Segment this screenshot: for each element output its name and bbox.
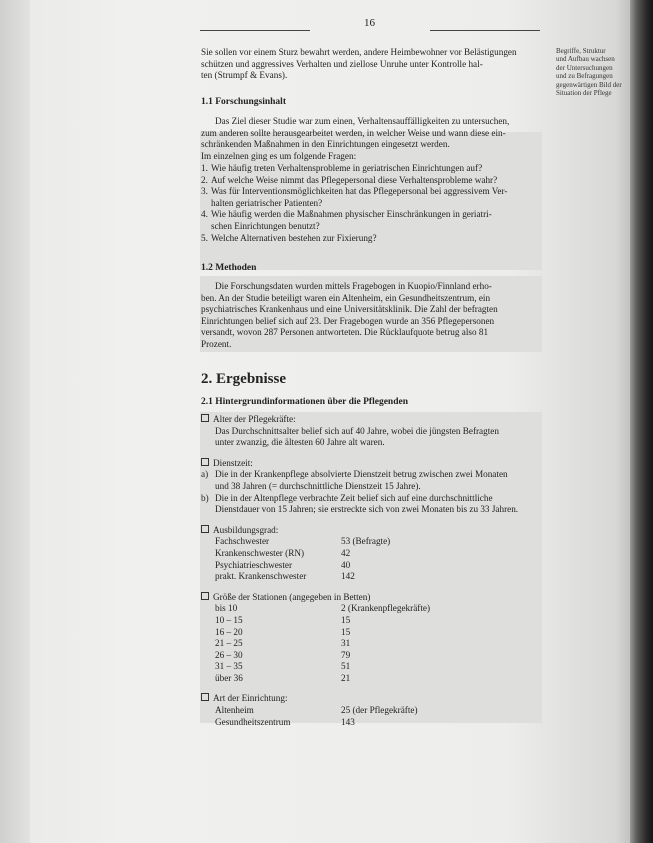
text-line: Im einzelnen ging es um folgende Fragen: bbox=[201, 150, 357, 161]
text-line: Einrichtungen belief sich auf 23. Der Fragebogen wurde an 356 Pflegepersonen bbox=[201, 315, 495, 326]
list-text: Auf welche Weise nimmt das Pflegepersonal diese Verhaltensprobleme wahr? bbox=[211, 174, 498, 185]
table-cell-label: bis 10 bbox=[215, 603, 238, 614]
table-row bbox=[215, 615, 541, 627]
heading-1-2: 1.2 Methoden bbox=[201, 263, 257, 273]
list-text-continued: und 38 Jahren (= durchschnittliche Dienstzeit 15 Jahre). bbox=[215, 480, 421, 491]
intro-paragraph bbox=[201, 47, 541, 82]
table-row bbox=[215, 560, 541, 572]
text-line: Das Ziel dieser Studie war zum einen, Verhaltensauffälligkeiten zu untersuchen, bbox=[215, 116, 510, 126]
list-text: Wie häufig werden die Maßnahmen physischer Einschränkungen in geriatri- bbox=[211, 209, 492, 220]
checkbox-bullet-icon bbox=[201, 592, 209, 600]
table-cell-label: Altenheim bbox=[215, 705, 254, 716]
table-cell-label: über 36 bbox=[215, 672, 243, 683]
text-line: unter zwanzig, die ältesten 60 Jahre alt waren. bbox=[215, 437, 385, 448]
margin-note-line: Situation der Pflege bbox=[556, 89, 612, 98]
list-number: 5. bbox=[201, 232, 208, 243]
table-row bbox=[215, 717, 541, 729]
list-number: 2. bbox=[201, 174, 208, 185]
header-rule-left bbox=[200, 30, 310, 31]
item-label: Dienstzeit: bbox=[213, 457, 253, 468]
text-line: Das Durchschnittsalter belief sich auf 40 Jahre, wobei die jüngsten Befragten bbox=[215, 425, 499, 436]
table-cell-label: 31 – 35 bbox=[215, 661, 243, 672]
list-text-continued: halten geriatrischer Patienten? bbox=[211, 197, 323, 208]
table-row bbox=[215, 603, 541, 615]
margin-note-line: gegenwärtigen Bild der bbox=[556, 80, 622, 89]
table-cell-value: 79 bbox=[341, 649, 351, 660]
table-cell-value: 42 bbox=[341, 547, 351, 558]
alter-item bbox=[201, 414, 541, 426]
margin-note-line: und Aufbau wachsen bbox=[556, 55, 615, 64]
table-row bbox=[215, 650, 541, 662]
art-item bbox=[201, 693, 541, 705]
heading-2-1: 2.1 Hintergrundinformationen über die Pflegenden bbox=[201, 397, 408, 407]
text-line: zum anderen sollte herausgearbeitet werden, in welcher Weise und wann diese ein- bbox=[201, 127, 506, 138]
table-cell-label: Krankenschwester (RN) bbox=[215, 547, 305, 558]
table-cell-value: 25 (der Pflegekräfte) bbox=[341, 705, 418, 716]
table-cell-value: 15 bbox=[341, 626, 351, 637]
ausbildung-table bbox=[201, 536, 541, 582]
table-row bbox=[215, 673, 541, 685]
list-item bbox=[201, 175, 541, 187]
margin-note bbox=[556, 47, 628, 97]
table-cell-label: 10 – 15 bbox=[215, 614, 243, 625]
list-item bbox=[201, 493, 541, 505]
header-rule-right bbox=[430, 30, 540, 31]
art-table bbox=[201, 705, 541, 728]
list-number: 4. bbox=[201, 209, 208, 220]
list-item bbox=[201, 233, 541, 245]
text-line: Prozent. bbox=[201, 338, 232, 349]
table-row bbox=[215, 705, 541, 717]
checkbox-bullet-icon bbox=[201, 458, 209, 466]
table-cell-value: 51 bbox=[341, 661, 351, 672]
table-row bbox=[215, 536, 541, 548]
list-item bbox=[201, 163, 541, 175]
table-cell-label: 26 – 30 bbox=[215, 649, 243, 660]
table-cell-value: 21 bbox=[341, 672, 351, 683]
book-edge-shadow bbox=[630, 0, 653, 843]
table-row bbox=[215, 548, 541, 560]
text-line: Die Forschungsdaten wurden mittels Fragebogen in Kuopio/Finnland erho- bbox=[215, 281, 492, 291]
groesse-table bbox=[201, 603, 541, 684]
table-cell-label: 16 – 20 bbox=[215, 626, 243, 637]
ergebnisse-content bbox=[201, 414, 541, 728]
table-cell-label: Fachschwester bbox=[215, 536, 270, 547]
list-number: 1. bbox=[201, 163, 208, 173]
ausbildung-item bbox=[201, 525, 541, 537]
list-text: Die in der Krankenpflege absolvierte Dienstzeit betrug zwischen zwei Monaten bbox=[215, 469, 508, 480]
list-item bbox=[201, 469, 541, 481]
table-cell-value: 40 bbox=[341, 559, 351, 570]
table-row bbox=[215, 571, 541, 583]
table-cell-value: 53 (Befragte) bbox=[341, 536, 391, 547]
item-label: Ausbildungsgrad: bbox=[213, 524, 279, 535]
table-cell-label: Gesundheitszentrum bbox=[215, 716, 291, 727]
text-line: schützen und aggressives Verhalten und ziellose Unruhe unter Kontrolle hal- bbox=[201, 58, 483, 69]
table-cell-label: 21 – 25 bbox=[215, 638, 243, 649]
text-line: Sie sollen vor einem Sturz bewahrt werden, andere Heimbewohner vor Belästigungen bbox=[201, 47, 517, 57]
page-gutter bbox=[0, 0, 30, 843]
list-text: Was für Interventionsmöglichkeiten hat das Pflegepersonal bei aggressivem Ver- bbox=[211, 186, 508, 197]
item-label: Alter der Pflegekräfte: bbox=[213, 414, 296, 424]
text-line: versandt, wovon 287 Personen antworteten. Die Rücklaufquote betrug also 81 bbox=[201, 327, 489, 338]
list-text: Welche Alternativen bestehen zur Fixierung? bbox=[211, 232, 377, 243]
item-label: Größe der Stationen (angegeben in Betten) bbox=[213, 591, 371, 602]
list-item bbox=[201, 186, 541, 198]
table-row bbox=[215, 661, 541, 673]
text-line: psychiatrisches Krankenhaus und eine Universitätsklinik. Die Zahl der befragten bbox=[201, 304, 498, 315]
table-cell-value: 142 bbox=[341, 571, 355, 582]
margin-note-line: Begriffe, Struktur bbox=[556, 47, 606, 55]
margin-note-line: der Untersuchungen bbox=[556, 63, 613, 72]
question-list bbox=[201, 163, 541, 244]
table-row bbox=[215, 627, 541, 639]
list-text-continued: Dienstdauer von 15 Jahren; sie erstreckte sich von zwei Monaten bis zu 33 Jahren. bbox=[215, 504, 519, 515]
table-cell-value: 2 (Krankenpflegekräfte) bbox=[341, 603, 431, 614]
table-cell-label: prakt. Krankenschwester bbox=[215, 571, 307, 582]
table-row bbox=[215, 638, 541, 650]
table-cell-label: Psychiatrieschwester bbox=[215, 559, 293, 570]
list-letter: b) bbox=[201, 492, 209, 503]
table-cell-value: 31 bbox=[341, 638, 351, 649]
methoden-paragraph bbox=[201, 281, 541, 351]
checkbox-bullet-icon bbox=[201, 693, 209, 701]
groesse-item bbox=[201, 592, 541, 604]
heading-1-1: 1.1 Forschungsinhalt bbox=[201, 97, 286, 107]
forschungsinhalt-paragraph bbox=[201, 116, 541, 162]
list-text-continued: schen Einrichtungen benutzt? bbox=[211, 220, 320, 231]
margin-note-line: und zu Befragungen bbox=[556, 72, 613, 81]
page-number: 16 bbox=[364, 17, 375, 29]
checkbox-bullet-icon bbox=[201, 525, 209, 533]
text-line: schränkenden Maßnahmen in den Einrichtungen eingesetzt werden. bbox=[201, 139, 450, 150]
item-label: Art der Einrichtung: bbox=[213, 693, 288, 704]
heading-2: 2. Ergebnisse bbox=[201, 371, 287, 387]
table-cell-value: 15 bbox=[341, 614, 351, 625]
text-line: ben. An der Studie beteiligt waren ein Altenheim, ein Gesundheitszentrum, ein bbox=[201, 292, 491, 303]
text-line: ten (Strumpf & Evans). bbox=[201, 70, 288, 81]
list-text: Wie häufig treten Verhaltensprobleme in geriatrischen Einrichtungen auf? bbox=[211, 163, 483, 173]
table-cell-value: 143 bbox=[341, 716, 355, 727]
list-text: Die in der Altenpflege verbrachte Zeit belief sich auf eine durchschnittliche bbox=[215, 492, 493, 503]
checkbox-bullet-icon bbox=[201, 414, 209, 422]
list-number: 3. bbox=[201, 186, 208, 197]
dienst-item bbox=[201, 458, 541, 470]
list-letter: a) bbox=[201, 469, 209, 480]
list-item bbox=[201, 209, 541, 221]
